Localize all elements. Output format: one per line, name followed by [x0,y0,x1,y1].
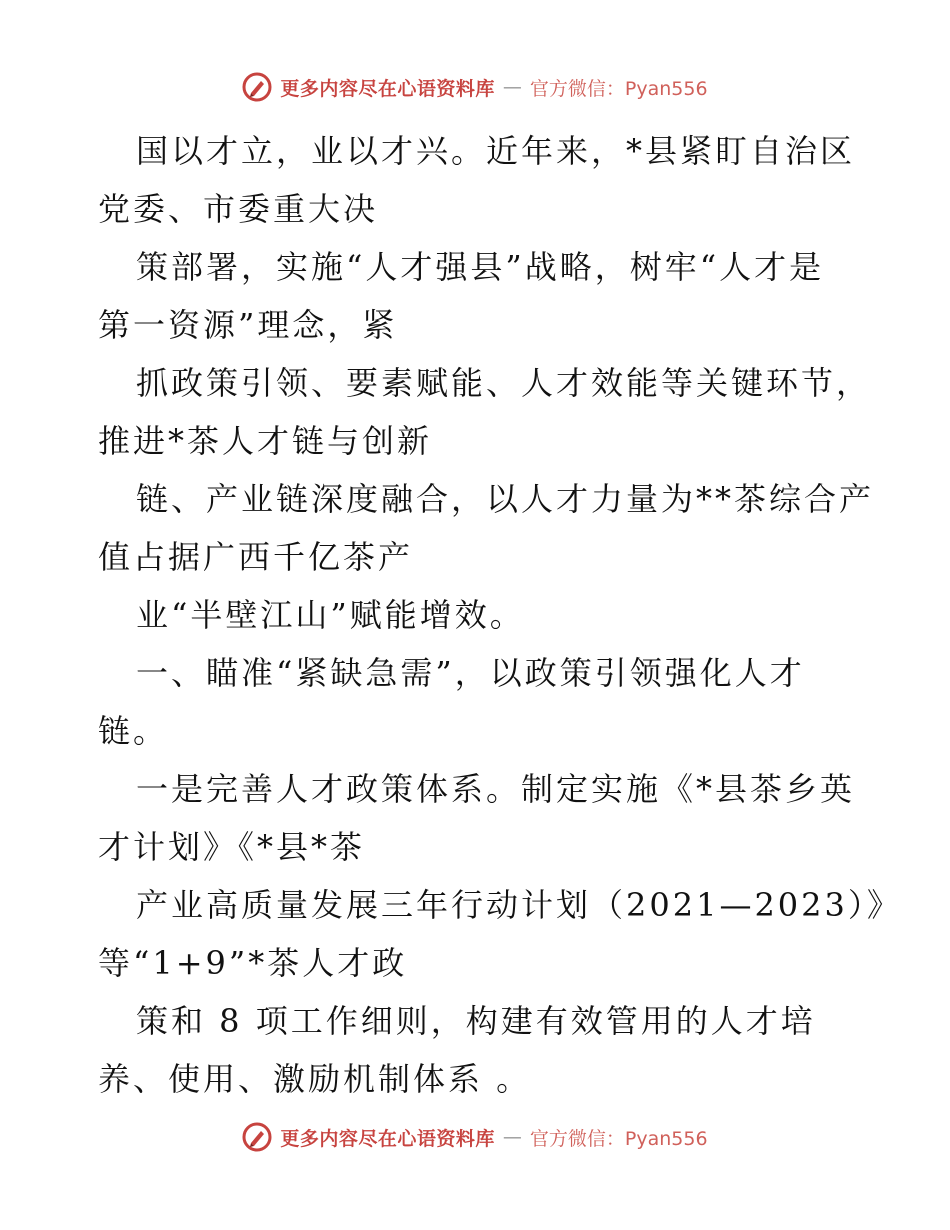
body-line: 产业高质量发展三年行动计划（2021—2023）》 [136,886,902,924]
body-line: 养、使用、激励机制体系 。 [98,1060,532,1098]
body-line: 链、产业链深度融合，以人才力量为**茶综合产 [136,480,875,518]
body-line: 第一资源”理念，紧 [98,306,398,344]
body-line: 推进*茶人才链与创新 [98,422,433,460]
body-line: 党委、市委重大决 [98,190,379,228]
section-heading-continued: 链。 [98,712,169,750]
footer-watermark [0,1122,950,1152]
watermark-separator: — [502,1126,522,1148]
header-watermark [0,72,950,102]
document-body [0,122,950,1108]
body-line: 国以才立，业以才兴。近年来，*县紧盯自治区 [136,132,856,170]
body-line: 值占据广西千亿茶产 [98,538,414,576]
body-line: 抓政策引领、要素赋能、人才效能等关键环节， [136,364,872,402]
pen-logo-icon [242,1122,272,1152]
body-line: 一是完善人才政策体系。制定实施《*县茶乡英 [136,770,856,808]
watermark-text: 更多内容尽在心语资料库 [280,77,495,100]
pen-logo-icon [242,72,272,102]
watermark-suffix: 官方微信：Pyan556 [529,77,708,100]
body-line: 策部署，实施“人才强县”战略，树牢“人才是 [136,248,825,286]
watermark-text: 更多内容尽在心语资料库 [280,1127,495,1150]
body-line: 业“半壁江山”赋能增效。 [136,596,525,634]
watermark-suffix: 官方微信：Pyan556 [529,1127,708,1150]
body-line: 等“1+9”*茶人才政 [98,944,408,982]
body-line: 才计划》《*县*茶 [98,828,366,866]
section-heading: 一、瞄准“紧缺急需”，以政策引领强化人才 [136,654,805,692]
body-line: 策和 8 项工作细则，构建有效管用的人才培 [136,1002,816,1040]
watermark-separator: — [502,76,522,98]
